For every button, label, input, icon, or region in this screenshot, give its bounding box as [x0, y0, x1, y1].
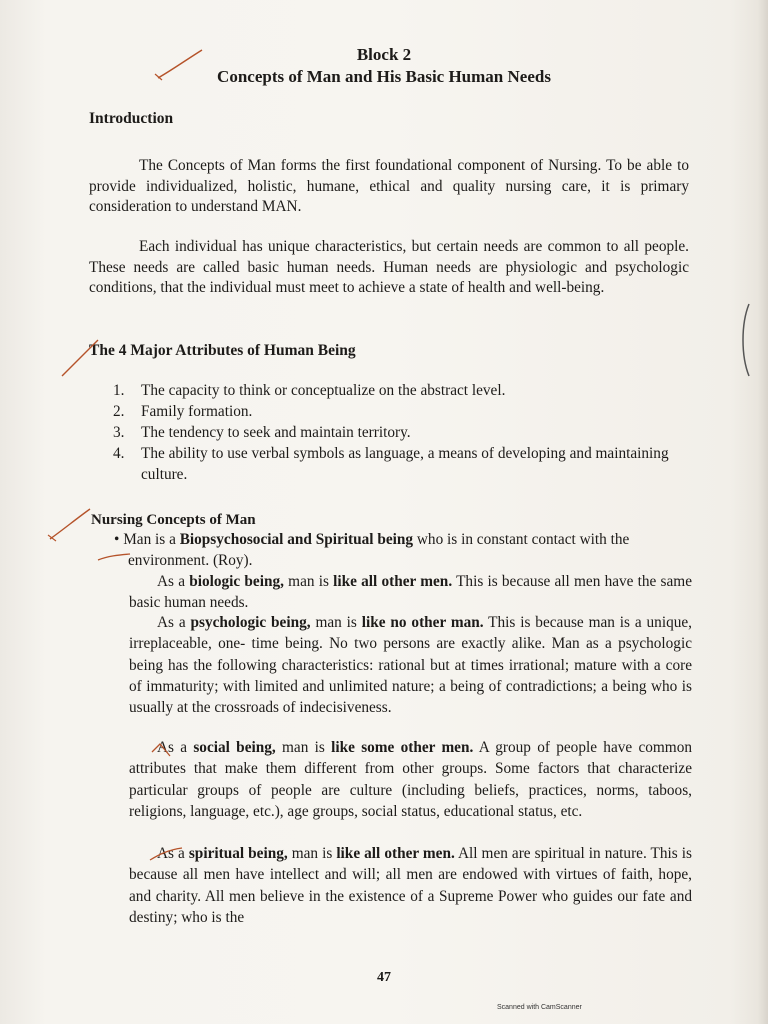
list-item: 1. The capacity to think or conceptualize on the abstract level. — [113, 382, 506, 399]
list-item: 4. The ability to use verbal symbols as language, a means of developing and maintaining culture. — [113, 445, 669, 483]
attributes-list — [113, 380, 693, 485]
spiritual-paragraph: As a spiritual being, man is like all other men. All men are spiritual in nature. This is because all men have intellect and will; all men are endowed with virtues of faith, hope, and charity. All men believe in the existence of a Supreme Power who guides our fate and destiny; who is the — [129, 845, 692, 926]
intro-paragraph-1: The Concepts of Man forms the first foundational component of Nursing. To be able to provide individualized, holistic, humane, ethical and quality nursing care, it is primary consideration to understand MAN. — [89, 157, 689, 215]
pen-tick-spiritual — [148, 844, 184, 866]
attributes-heading: The 4 Major Attributes of Human Being — [89, 342, 356, 359]
pen-underline-mark — [96, 550, 132, 564]
bullet-biopsychosocial: • Man is a Biopsychosocial and Spiritual being who is in constant contact with the environment. (Roy). — [114, 531, 630, 569]
page-number: 47 — [377, 970, 391, 985]
list-item: 2. Family formation. — [113, 403, 253, 420]
block-title — [0, 44, 768, 88]
biologic-paragraph: As a biologic being, man is like all other men. This is because all men have the same basic human needs. — [129, 573, 692, 612]
page-edge-curve — [735, 300, 755, 380]
psychologic-paragraph: As a psychologic being, man is like no other man. This is because man is a unique, irreplaceable, one- time being. No two persons are exactly alike. Man as a psychologic being has the following characteristics: rational but at times irrational; mature with a core of immaturity; with limited and unlimited nature; a being of contradictions; a being who is usually at the crossroads of indecisiveness. — [129, 614, 692, 717]
block-number: Block 2 — [356, 45, 412, 64]
nursing-concepts-heading: Nursing Concepts of Man — [91, 512, 256, 528]
list-item: 3. The tendency to seek and maintain territory. — [113, 424, 411, 441]
pen-check-mark-nursing — [46, 505, 94, 545]
introduction-heading: Introduction — [89, 110, 174, 127]
page-edge-shadow — [758, 0, 768, 1024]
social-paragraph: As a social being, man is like some other men. A group of people have common attributes that make them different from other groups. Some factors that characterize particular groups of people are culture (including beliefs, practices, norms, taboos, religions, language, etc.), age groups, social status, educational status, etc. — [129, 739, 692, 820]
intro-paragraph-2: Each individual has unique characteristics, but certain needs are common to all people. These needs are called basic human needs. Human needs are physiologic and psychologic conditions, that the individual must meet to achieve a state of health and well-being. — [89, 238, 689, 296]
scanner-watermark: Scanned with CamScanner — [497, 1004, 582, 1011]
pen-check-mark-attributes — [58, 336, 104, 380]
page-title: Concepts of Man and His Basic Human Needs — [217, 67, 551, 86]
pen-tick-social — [148, 738, 178, 760]
pen-check-mark-title — [150, 46, 210, 86]
